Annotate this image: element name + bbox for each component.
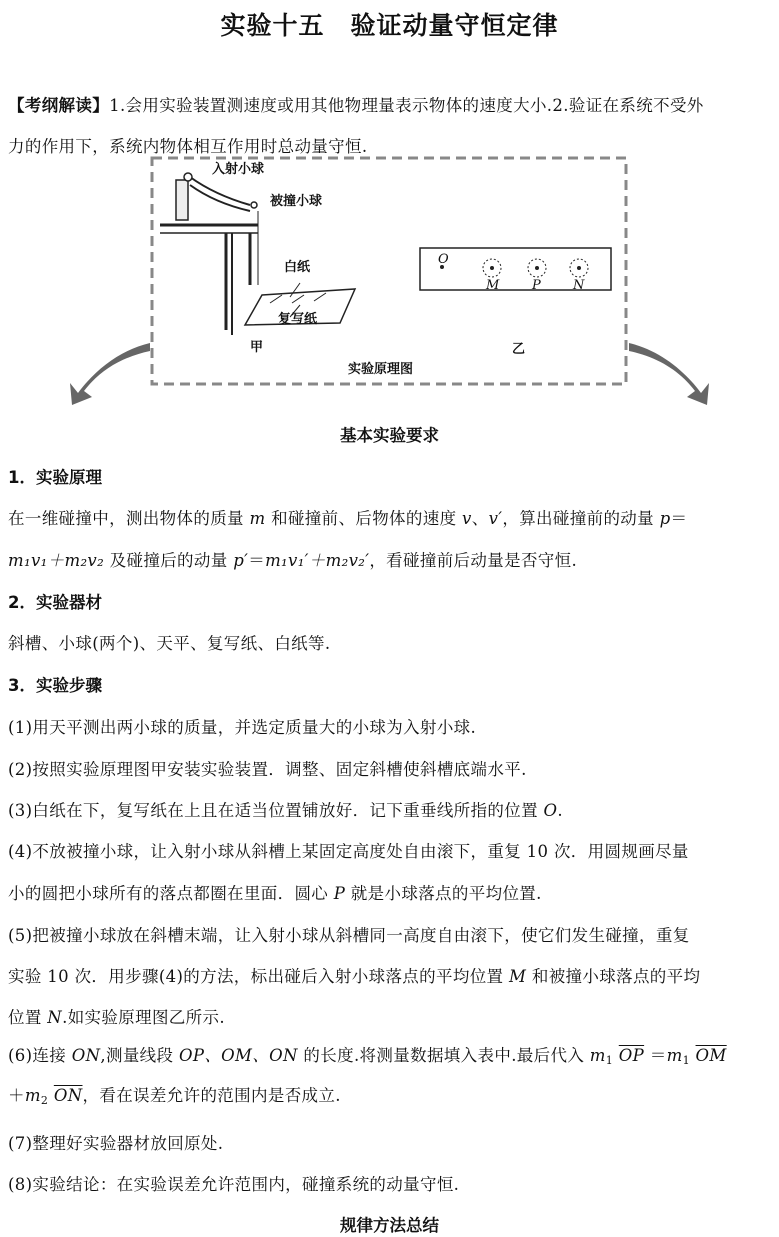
overline-om: $\overline{OM}$ <box>695 1046 727 1065</box>
experiment-diagram <box>0 155 779 405</box>
label-carbon-paper: 复写纸 <box>278 312 318 327</box>
figure-caption: 实验原理图 <box>348 362 414 377</box>
step-5-line-1: (5)把被撞小球放在斜槽末端，让入射小球从斜槽同一高度自由滚下，使它们发生碰撞，重复 <box>8 926 690 945</box>
heading-principle: 1．实验原理 <box>8 468 102 487</box>
principle-line-1: 在一维碰撞中，测出物体的质量 m 和碰撞前、后物体的速度 v、v′，算出碰撞前的动量 p＝ <box>8 509 688 528</box>
step-6-line-2: $+m_2$ $\overline{ON}$，看在误差允许的范围内是否成立. <box>8 1086 341 1107</box>
heading-materials: 2．实验器材 <box>8 593 102 612</box>
intro-text-1: 1.会用实验装置测速度或用其他物理量表示物体的速度大小.2.验证在系统不受外 <box>109 96 704 115</box>
label-jia: 甲 <box>250 340 264 355</box>
apparatus-jia <box>160 173 355 335</box>
target-ball-icon <box>251 202 257 208</box>
step-6-line-1: (6)连接 ON,测量线段 OP、OM、ON 的长度.将测量数据填入表中.最后代入 $m_1$ $\overline{OP} =m_1$ $\overline{OM}$ <box>8 1046 727 1067</box>
overline-op: $\overline{OP}$ <box>618 1046 645 1065</box>
landing-strip-yi <box>420 248 611 293</box>
label-white-paper: 白纸 <box>284 260 311 275</box>
step-3: (3)白纸在下，复写纸在上且在适当位置铺放好．记下重垂线所指的位置 O. <box>8 801 564 820</box>
principle-line-2: m₁v₁＋m₂v₂ 及碰撞后的动量 p′＝m₁v₁′＋m₂v₂′，看碰撞前后动量是否守恒. <box>8 551 578 570</box>
step-1: (1)用天平测出两小球的质量，并选定质量大的小球为入射小球. <box>8 718 477 737</box>
label-incident-ball: 入射小球 <box>212 162 265 177</box>
point-m-label: M <box>486 278 500 293</box>
materials-text: 斜槽、小球(两个)、天平、复写纸、白纸等. <box>8 634 331 653</box>
step-4-line-2: 小的圆把小球所有的落点都圈在里面．圆心 P 就是小球落点的平均位置. <box>8 884 542 903</box>
point-p-dot <box>535 266 539 270</box>
point-n-label: N <box>573 278 585 293</box>
step-2: (2)按照实验原理图甲安装实验装置．调整、固定斜槽使斜槽底端水平. <box>8 760 527 779</box>
incident-ball-icon <box>184 173 192 181</box>
left-arrow-icon <box>70 343 150 405</box>
step-5-line-3: 位置 N.如实验原理图乙所示. <box>8 1008 225 1027</box>
section-method-summary: 规律方法总结 <box>340 1216 439 1235</box>
right-arrow-icon <box>629 343 709 405</box>
step-8: (8)实验结论：在实验误差允许范围内，碰撞系统的动量守恒. <box>8 1175 460 1194</box>
point-p-label: P <box>532 278 541 293</box>
label-target-ball: 被撞小球 <box>270 194 323 209</box>
step-4-line-1: (4)不放被撞小球，让入射小球从斜槽上某固定高度处自由滚下，重复 10 次．用圆规画尽量 <box>8 842 689 861</box>
point-m-dot <box>490 266 494 270</box>
intro-line-1 <box>8 92 704 116</box>
overline-on: $\overline{ON}$ <box>53 1086 83 1105</box>
step-7: (7)整理好实验器材放回原处. <box>8 1134 224 1153</box>
point-n-dot <box>577 266 581 270</box>
syllabus-tag: 【考纲解读】 <box>8 96 110 115</box>
heading-steps: 3．实验步骤 <box>8 676 102 695</box>
step-5-line-2: 实验 10 次．用步骤(4)的方法，标出碰后入射小球落点的平均位置 M 和被撞小球落点的平均 <box>8 967 701 986</box>
page-title: 实验十五 验证动量守恒定律 <box>220 11 559 40</box>
intro-line-2: 力的作用下，系统内物体相互作用时总动量守恒. <box>8 137 368 156</box>
label-yi: 乙 <box>512 342 526 357</box>
point-o-label: O <box>438 252 449 267</box>
section-basic-requirements: 基本实验要求 <box>340 426 439 445</box>
